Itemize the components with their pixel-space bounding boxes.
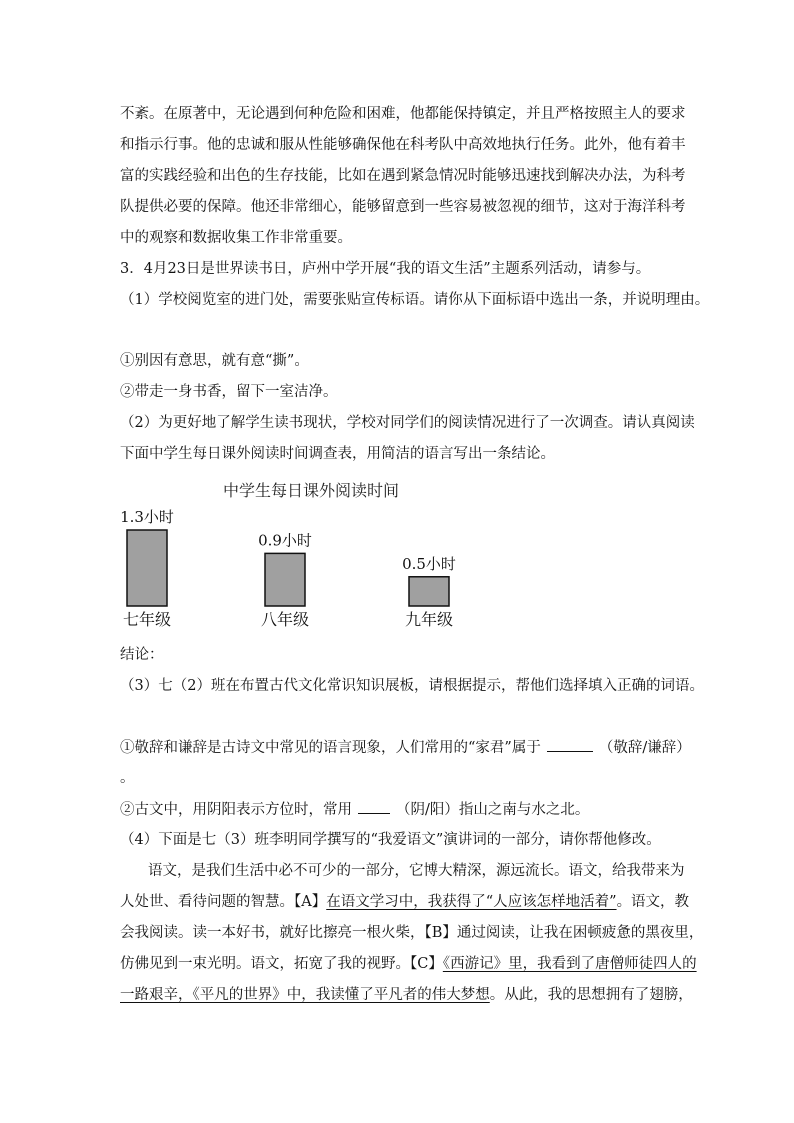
speech-line: 语文，是我们生活中必不可少的一部分，它博大精深，源远流长。语文，给我带来为 — [148, 863, 685, 879]
culture-item-2 — [120, 799, 589, 820]
passage-line: 富的实践经验和出色的生存技能，比如在遇到紧急情况时能够迅速找到解决办法，为科考 — [120, 168, 686, 184]
passage-line: 队提供必要的保障。他还非常细心，能够留意到一些容易被忽视的细节，这对于海洋科考 — [120, 199, 686, 215]
speech-text: 人处世、看待问题的智慧。【A】 — [120, 894, 327, 910]
culture-item-2-rest: （阴/阳）指山之南与水之北。 — [396, 802, 590, 818]
underlined-sentence-c-part1: 《西游记》里，我看到了唐僧师徒四人的 — [442, 956, 697, 972]
bar-八年级 — [265, 553, 305, 606]
speech-text: 仿佛见到一束光明。语文，拓宽了我的视野。【C】 — [120, 956, 443, 972]
question-3-stem: 3．4月23日是世界读书日，庐州中学开展“我的语文生活”主题系列活动，请参与。 — [120, 261, 651, 277]
conclusion-label: 结论： — [120, 647, 164, 663]
answer-blank-1[interactable] — [547, 737, 593, 752]
data-label-七年级: 1.3小时 — [120, 508, 174, 526]
speech-line — [120, 892, 689, 912]
slogan-1: ①别因有意思，就有意“撕”。 — [120, 353, 309, 369]
category-label-八年级: 八年级 — [260, 610, 310, 629]
culture-item-1-text: ①敬辞和谦辞是古诗文中常见的语言现象，人们常用的“家君”属于 — [120, 740, 541, 756]
question-3-1-prompt: （1）学校阅览室的进门处，需要张贴宣传标语。请你从下面标语中选出一条，并说明理由。 — [120, 292, 710, 308]
culture-item-1-end: 。 — [120, 770, 135, 786]
speech-text: 。语文，教 — [616, 894, 690, 910]
question-3-3-prompt: （3）七（2）班在布置古代文化常识知识展板，请根据提示，帮他们选择填入正确的词语。 — [120, 678, 704, 694]
category-label-九年级: 九年级 — [404, 610, 454, 629]
passage-line: 中的观察和数据收集工作非常重要。 — [120, 230, 352, 246]
question-3-2-prompt-line2: 下面中学生每日课外阅读时间调查表，用简洁的语言写出一条结论。 — [120, 446, 555, 462]
reading-time-bar-chart — [110, 478, 510, 634]
passage-line: 不紊。在原著中，无论遇到何种危险和困难，他都能保持镇定，并且严格按照主人的要求 — [120, 106, 686, 122]
culture-item-1-options: （敬辞/谦辞） — [598, 740, 691, 756]
passage-line: 和指示行事。他的忠诚和服从性能够确保他在科考队中高效地执行任务。此外，他有着丰 — [120, 137, 686, 153]
question-3-4-prompt: （4）下面是七（3）班李明同学撰写的“我爱语文”演讲词的一部分，请你帮他修改。 — [120, 832, 661, 848]
slogan-2: ②带走一身书香，留下一室洁净。 — [120, 384, 338, 400]
speech-text: 。从此，我的思想拥有了翅膀， — [489, 987, 693, 1003]
speech-line — [120, 954, 697, 974]
bar-七年级 — [127, 530, 167, 606]
question-3-2-prompt-line1: （2）为更好地了解学生读书现状，学校对同学们的阅读情况进行了一次调查。请认真阅读 — [120, 415, 695, 431]
data-label-九年级: 0.5小时 — [402, 554, 456, 573]
culture-item-1 — [120, 737, 691, 758]
speech-line: 会我阅读。读一本好书，就好比擦亮一根火柴，【B】通过阅读，让我在困顿疲惫的黑夜里， — [120, 925, 704, 941]
chart-title: 中学生每日课外阅读时间 — [222, 481, 400, 500]
underlined-sentence-c-part2: 一路艰辛，《平凡的世界》中，我读懂了平凡者的伟大梦想 — [120, 987, 490, 1003]
speech-line — [120, 985, 693, 1005]
underlined-sentence-a: 在语文学习中，我获得了“人应该怎样地活着” — [326, 894, 617, 910]
data-label-八年级: 0.9小时 — [258, 531, 312, 550]
answer-blank-2[interactable] — [358, 799, 390, 814]
bar-九年级 — [409, 577, 449, 606]
category-label-七年级: 七年级 — [122, 610, 172, 629]
culture-item-2-text: ②古文中，用阴阳表示方位时，常用 — [120, 802, 352, 818]
